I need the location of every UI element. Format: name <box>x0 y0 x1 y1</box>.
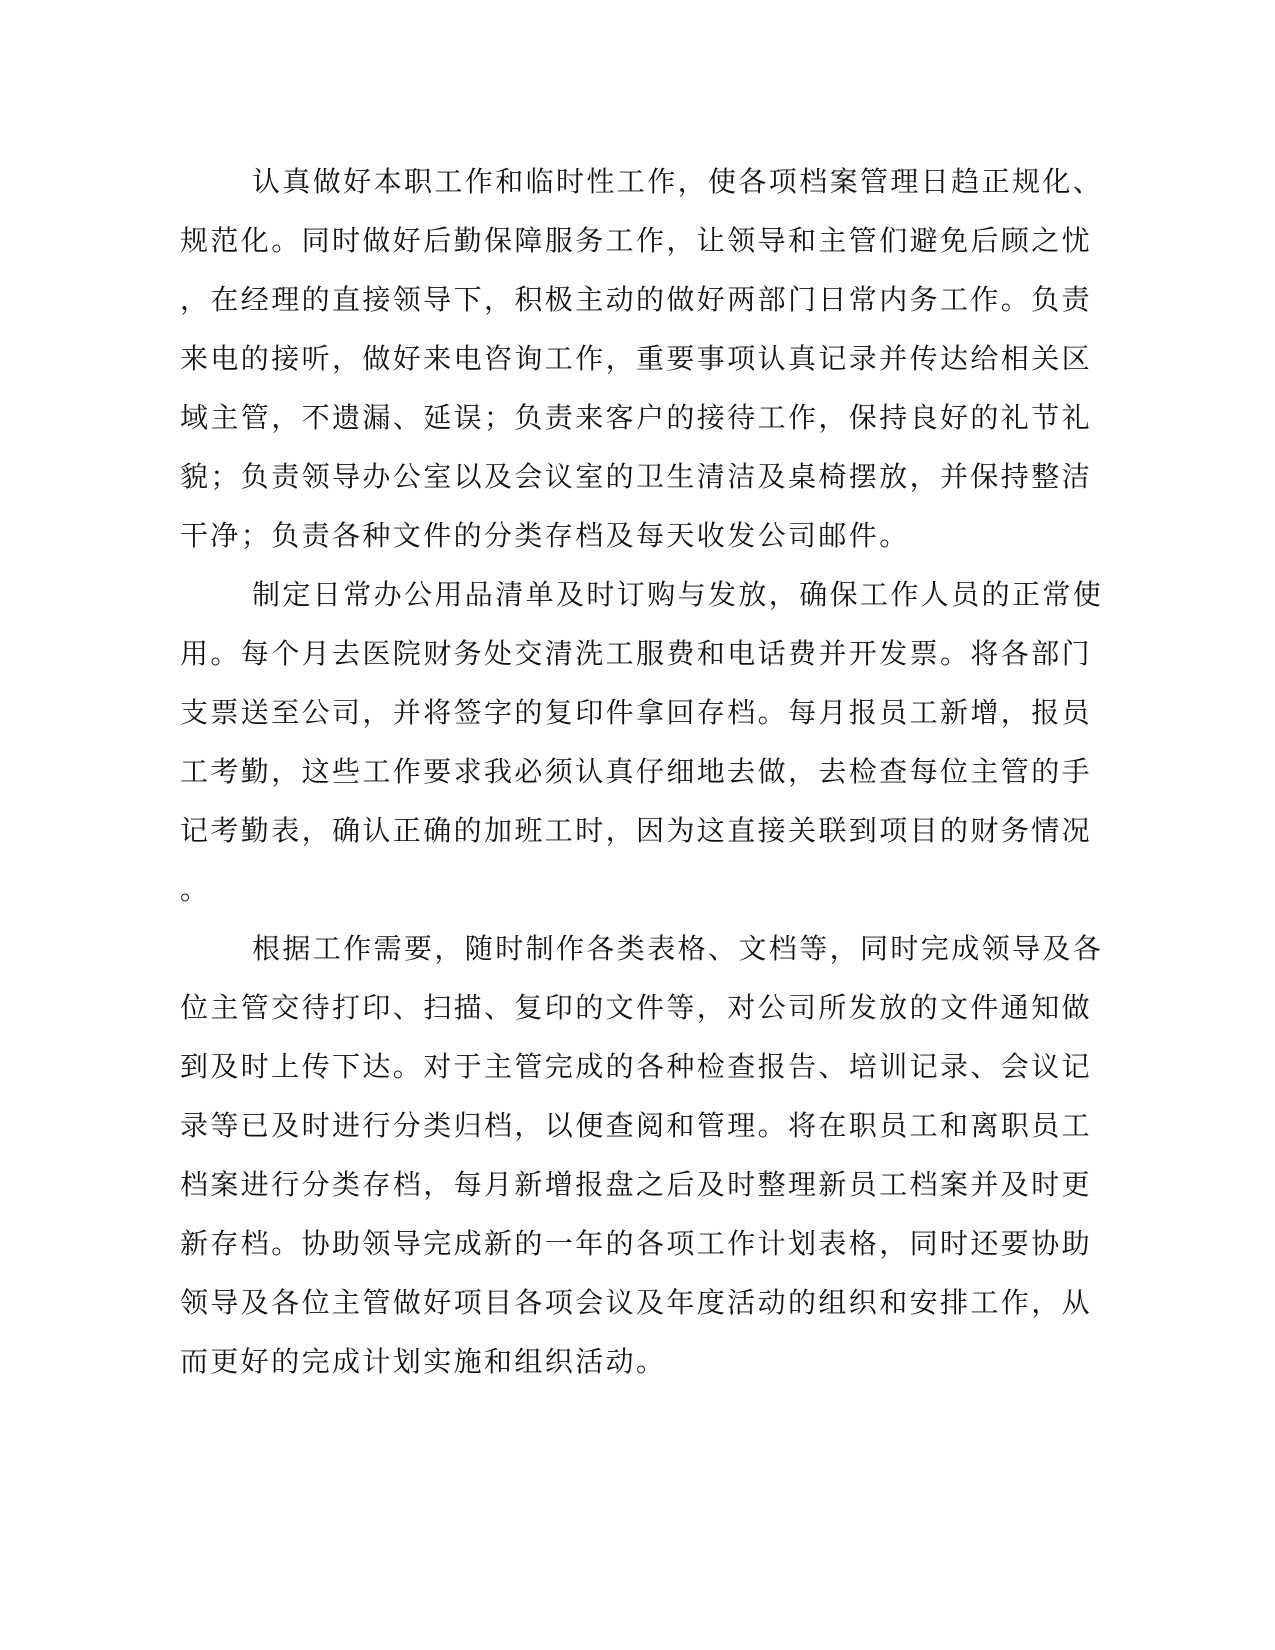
paragraph-3 <box>180 919 1104 1391</box>
text-line: 域主管，不遗漏、延误；负责来客户的接待工作，保持良好的礼节礼 <box>180 401 1093 434</box>
text-line: 。 <box>180 873 211 906</box>
text-line: 支票送至公司，并将签字的复印件拿回存档。每月报员工新增，报员 <box>180 696 1093 729</box>
text-line: 录等已及时进行分类归档，以便查阅和管理。将在职员工和离职员工 <box>180 1109 1093 1142</box>
text-line: 规范化。同时做好后勤保障服务工作，让领导和主管们避免后顾之忧 <box>180 224 1093 257</box>
document-body <box>180 152 1104 1391</box>
text-line: ，在经理的直接领导下，积极主动的做好两部门日常内务工作。负责 <box>180 283 1093 316</box>
text-line: 新存档。协助领导完成新的一年的各项工作计划表格，同时还要协助 <box>180 1227 1093 1260</box>
text-line: 用。每个月去医院财务处交清洗工服费和电话费并开发票。将各部门 <box>180 637 1093 670</box>
text-line: 工考勤，这些工作要求我必须认真仔细地去做，去检查每位主管的手 <box>180 755 1093 788</box>
text-line: 认真做好本职工作和临时性工作，使各项档案管理日趋正规化、 <box>252 165 1104 198</box>
text-line: 根据工作需要，随时制作各类表格、文档等，同时完成领导及各 <box>252 932 1104 965</box>
text-line: 档案进行分类存档，每月新增报盘之后及时整理新员工档案并及时更 <box>180 1168 1093 1201</box>
text-line: 记考勤表，确认正确的加班工时，因为这直接关联到项目的财务情况 <box>180 814 1093 847</box>
text-line: 而更好的完成计划实施和组织活动。 <box>180 1345 667 1378</box>
text-line: 来电的接听，做好来电咨询工作，重要事项认真记录并传达给相关区 <box>180 342 1093 375</box>
text-line: 到及时上传下达。对于主管完成的各种检查报告、培训记录、会议记 <box>180 1050 1093 1083</box>
text-line: 干净；负责各种文件的分类存档及每天收发公司邮件。 <box>180 519 910 552</box>
text-line: 领导及各位主管做好项目各项会议及年度活动的组织和安排工作，从 <box>180 1286 1093 1319</box>
text-line: 貌；负责领导办公室以及会议室的卫生清洁及桌椅摆放，并保持整洁 <box>180 460 1093 493</box>
paragraph-2 <box>180 565 1104 919</box>
text-line: 制定日常办公用品清单及时订购与发放，确保工作人员的正常使 <box>252 578 1104 611</box>
text-line: 位主管交待打印、扫描、复印的文件等，对公司所发放的文件通知做 <box>180 991 1093 1024</box>
paragraph-1 <box>180 152 1104 565</box>
